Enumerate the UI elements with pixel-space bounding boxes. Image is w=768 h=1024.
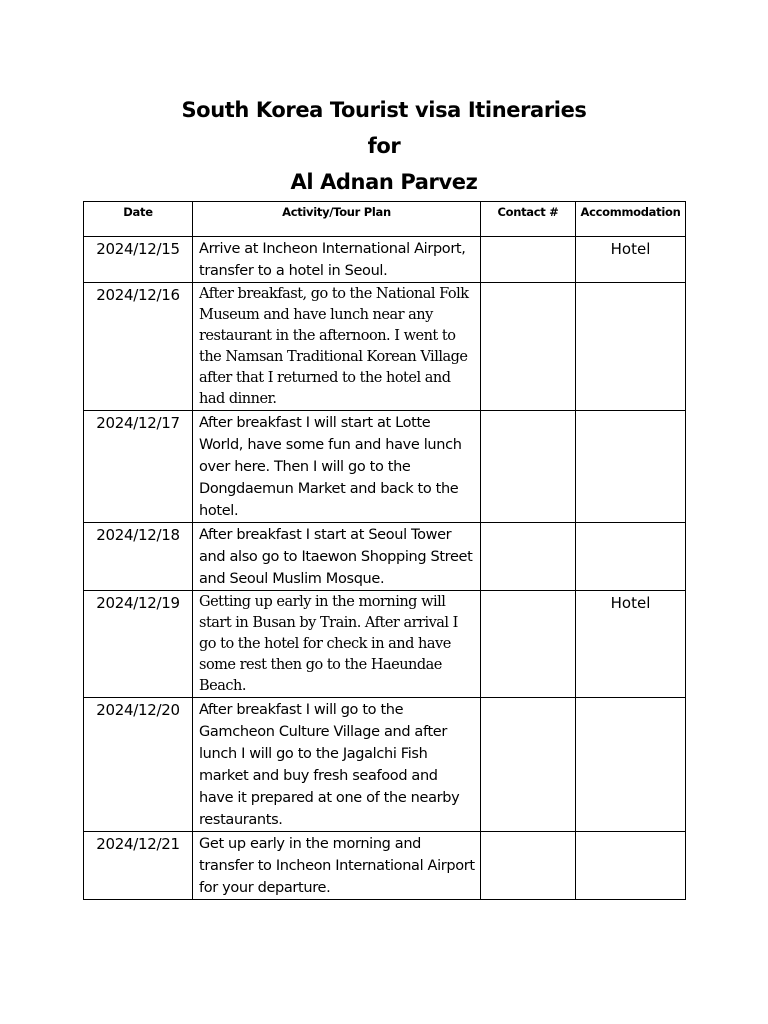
activity-cell: After breakfast I start at Seoul Tower and also go to Itaewon Shopping Street and Seoul Muslim Mosque. xyxy=(193,523,481,591)
accommodation-cell: Hotel xyxy=(576,591,686,698)
accommodation-cell xyxy=(576,523,686,591)
header-date: Date xyxy=(84,202,193,237)
activity-cell: After breakfast, go to the National Folk Museum and have lunch near any restaurant in the afternoon. I went to the Namsan Traditional Korean Village after that I returned to the hotel and had dinner. xyxy=(193,283,481,411)
document-title xyxy=(0,92,768,200)
date-cell: 2024/12/16 xyxy=(84,283,193,411)
table-row xyxy=(84,591,686,698)
contact-cell xyxy=(481,411,576,523)
activity-cell: After breakfast I will start at Lotte World, have some fun and have lunch over here. Then I will go to the Dongdaemun Market and back to the hotel. xyxy=(193,411,481,523)
contact-cell xyxy=(481,237,576,283)
table-row xyxy=(84,523,686,591)
date-cell: 2024/12/20 xyxy=(84,698,193,832)
date-cell: 2024/12/15 xyxy=(84,237,193,283)
table-header-row xyxy=(84,202,686,237)
itinerary-table xyxy=(83,201,686,900)
date-cell: 2024/12/17 xyxy=(84,411,193,523)
title-line-3: Al Adnan Parvez xyxy=(290,170,478,194)
date-cell: 2024/12/21 xyxy=(84,832,193,900)
activity-cell: Arrive at Incheon International Airport, transfer to a hotel in Seoul. xyxy=(193,237,481,283)
accommodation-cell: Hotel xyxy=(576,237,686,283)
activity-cell: After breakfast I will go to the Gamcheon Culture Village and after lunch I will go to the Jagalchi Fish market and buy fresh seafood and have it prepared at one of the nearby restaurants. xyxy=(193,698,481,832)
accommodation-cell xyxy=(576,832,686,900)
accommodation-cell xyxy=(576,698,686,832)
table-row xyxy=(84,237,686,283)
header-accommodation: Accommodation xyxy=(576,202,686,237)
date-cell: 2024/12/18 xyxy=(84,523,193,591)
contact-cell xyxy=(481,832,576,900)
contact-cell xyxy=(481,283,576,411)
header-contact: Contact # xyxy=(481,202,576,237)
table-row xyxy=(84,411,686,523)
contact-cell xyxy=(481,523,576,591)
date-cell: 2024/12/19 xyxy=(84,591,193,698)
header-activity: Activity/Tour Plan xyxy=(193,202,481,237)
title-line-1: South Korea Tourist visa Itineraries xyxy=(181,98,587,122)
table-row xyxy=(84,832,686,900)
contact-cell xyxy=(481,591,576,698)
activity-cell: Get up early in the morning and transfer to Incheon International Airport for your departure. xyxy=(193,832,481,900)
accommodation-cell xyxy=(576,411,686,523)
table-row xyxy=(84,698,686,832)
table-row xyxy=(84,283,686,411)
accommodation-cell xyxy=(576,283,686,411)
contact-cell xyxy=(481,698,576,832)
title-line-2: for xyxy=(367,134,401,158)
activity-cell: Getting up early in the morning will start in Busan by Train. After arrival I go to the hotel for check in and have some rest then go to the Haeundae Beach. xyxy=(193,591,481,698)
